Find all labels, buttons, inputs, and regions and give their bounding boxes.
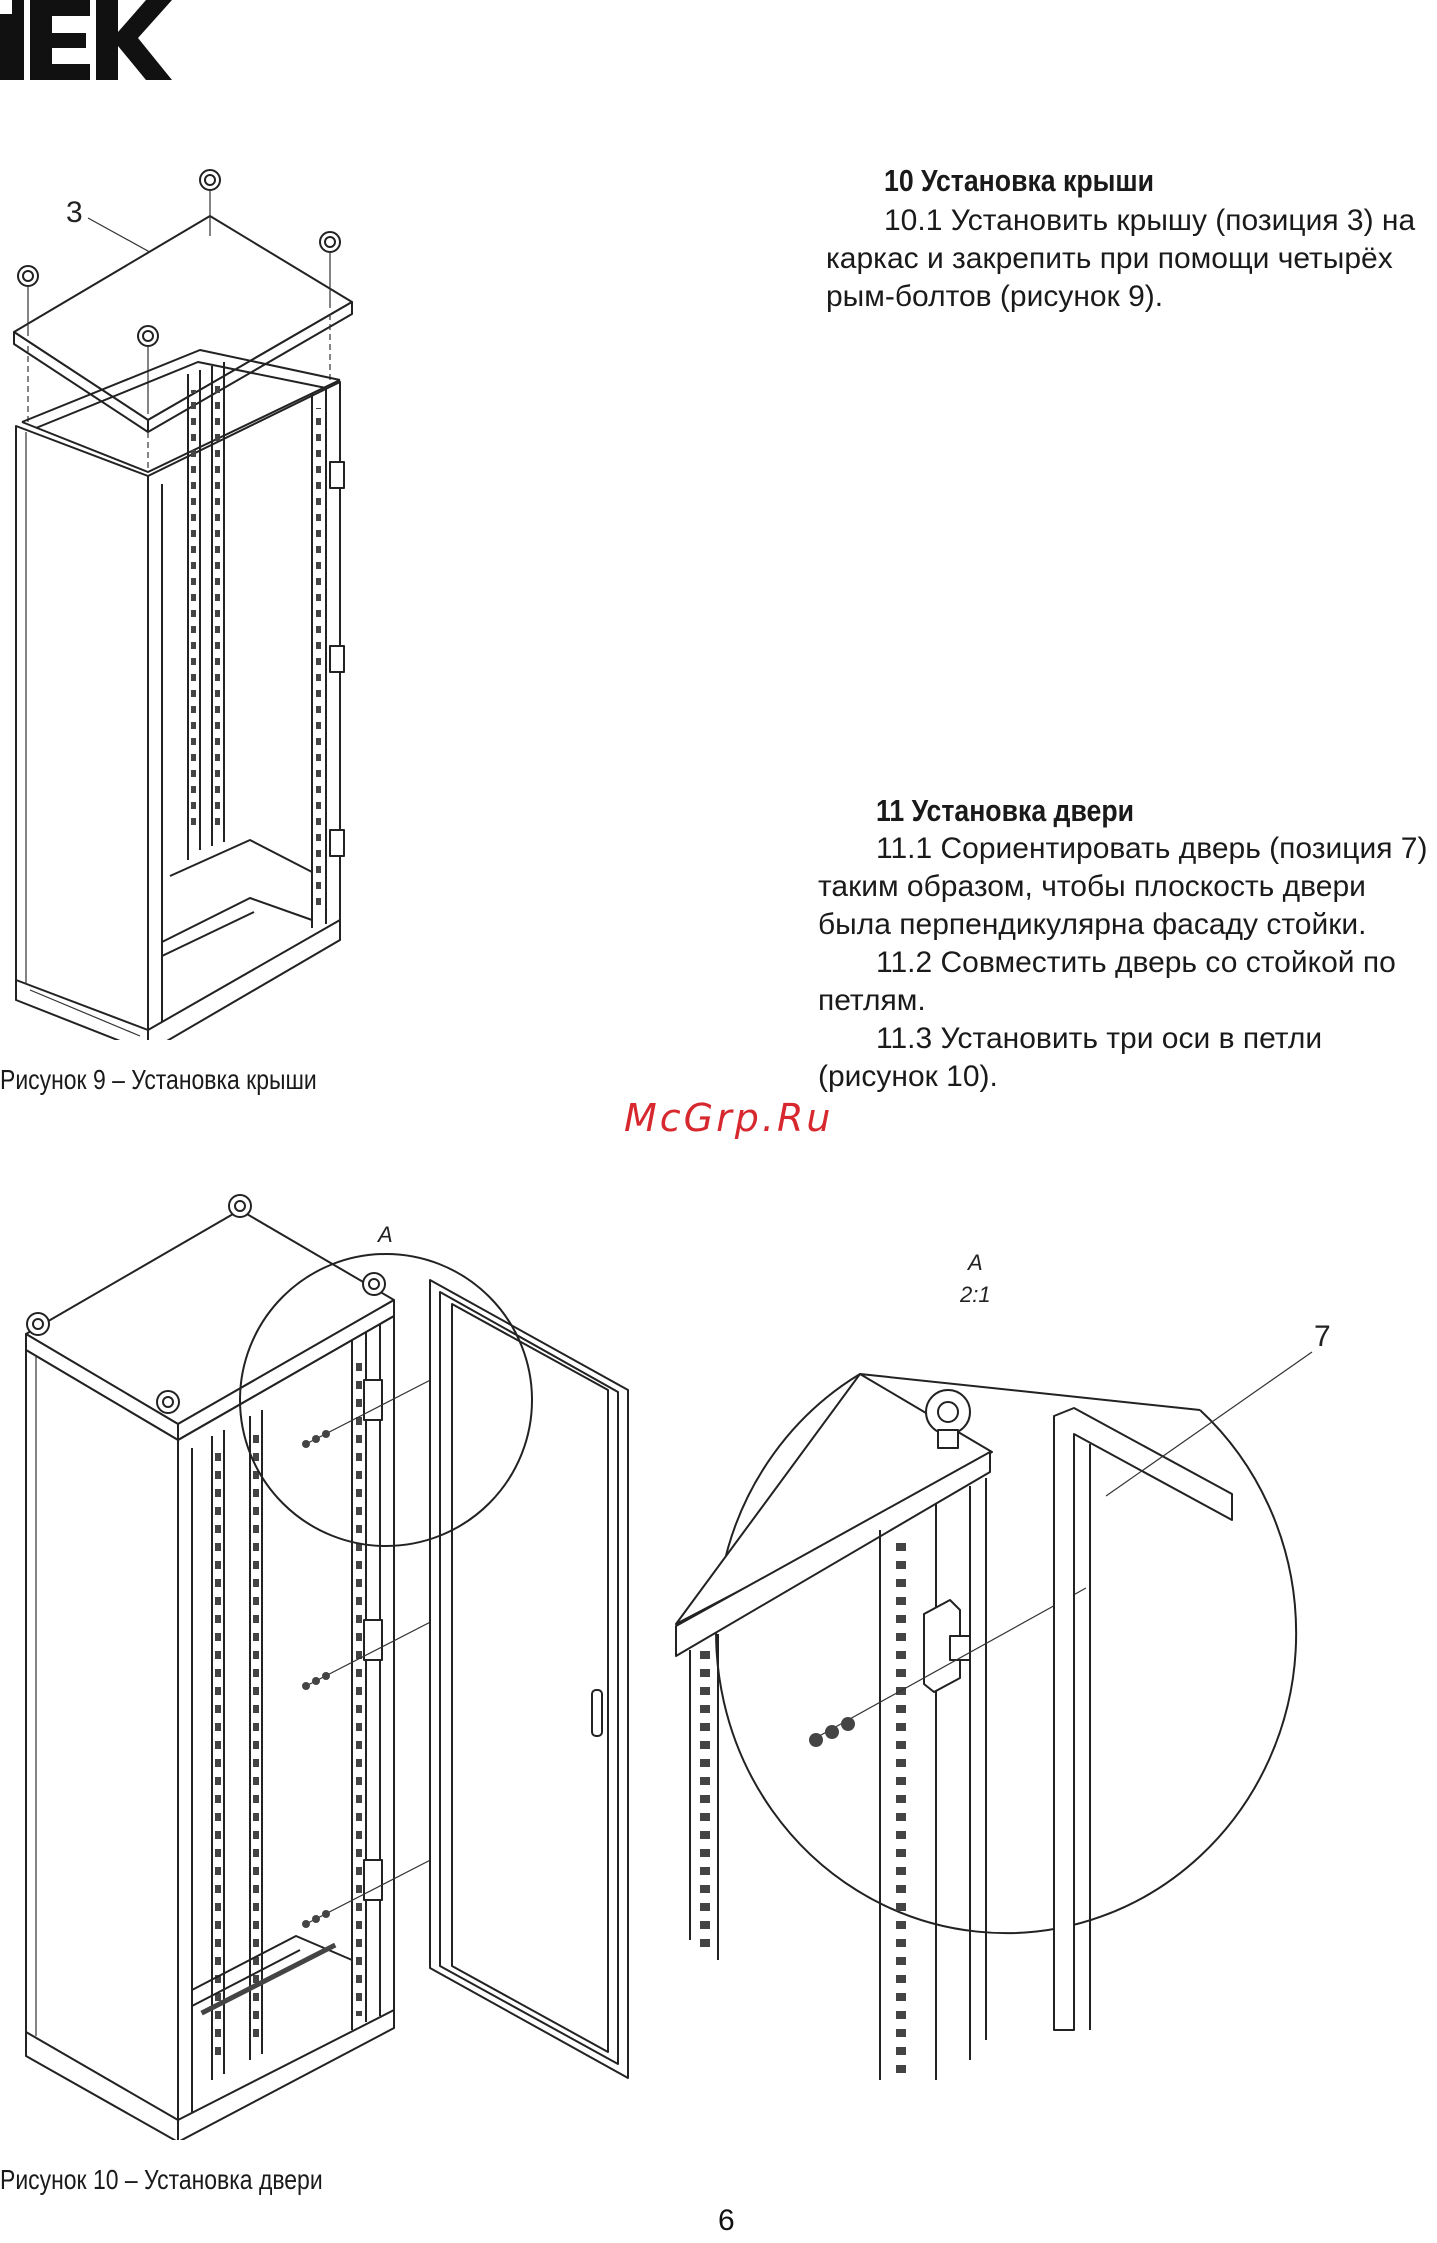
section-door — [818, 792, 1436, 1096]
section-door-paragraph-2: 11.2 Совместить дверь со стойкой по петлям. — [818, 946, 1396, 1017]
section-door-paragraph-1: 11.1 Сориентировать дверь (позиция 7) таким образом, чтобы плоскость двери была перпендикулярна фасаду стойки. — [818, 832, 1428, 941]
figure-10-caption: Рисунок 10 – Установка двери — [0, 2164, 323, 2195]
page-number: 6 — [718, 2204, 735, 2237]
section-roof-paragraph-1: 10.1 Установить крышу (позиция 3) на каркас и закрепить при помощи четырёх рым-болтов (рисунок 9). — [826, 204, 1416, 313]
figure-9-drawing — [0, 160, 380, 1040]
section-door-heading: 11 Установка двери — [876, 793, 1135, 828]
callout-a: A — [968, 1250, 983, 1275]
detail-a-view — [676, 1250, 1331, 2080]
watermark: McGrp.Ru — [624, 1096, 834, 1140]
callout-scale: 2:1 — [960, 1282, 991, 1307]
section-roof — [826, 162, 1426, 200]
iek-logo — [0, 0, 172, 80]
callout-7: 7 — [1314, 1320, 1331, 1353]
section-roof-heading: 10 Установка крыши — [884, 163, 1155, 198]
figure-9-caption: Рисунок 9 – Установка крыши — [0, 1064, 317, 1095]
callout-a-small: A — [378, 1222, 393, 1247]
callout-3: 3 — [66, 196, 83, 229]
section-door-paragraph-3: 11.3 Установить три оси в петли (рисунок 10). — [818, 1022, 1323, 1093]
section-roof-body — [826, 202, 1431, 316]
figure-10-drawing — [0, 1180, 1437, 2140]
